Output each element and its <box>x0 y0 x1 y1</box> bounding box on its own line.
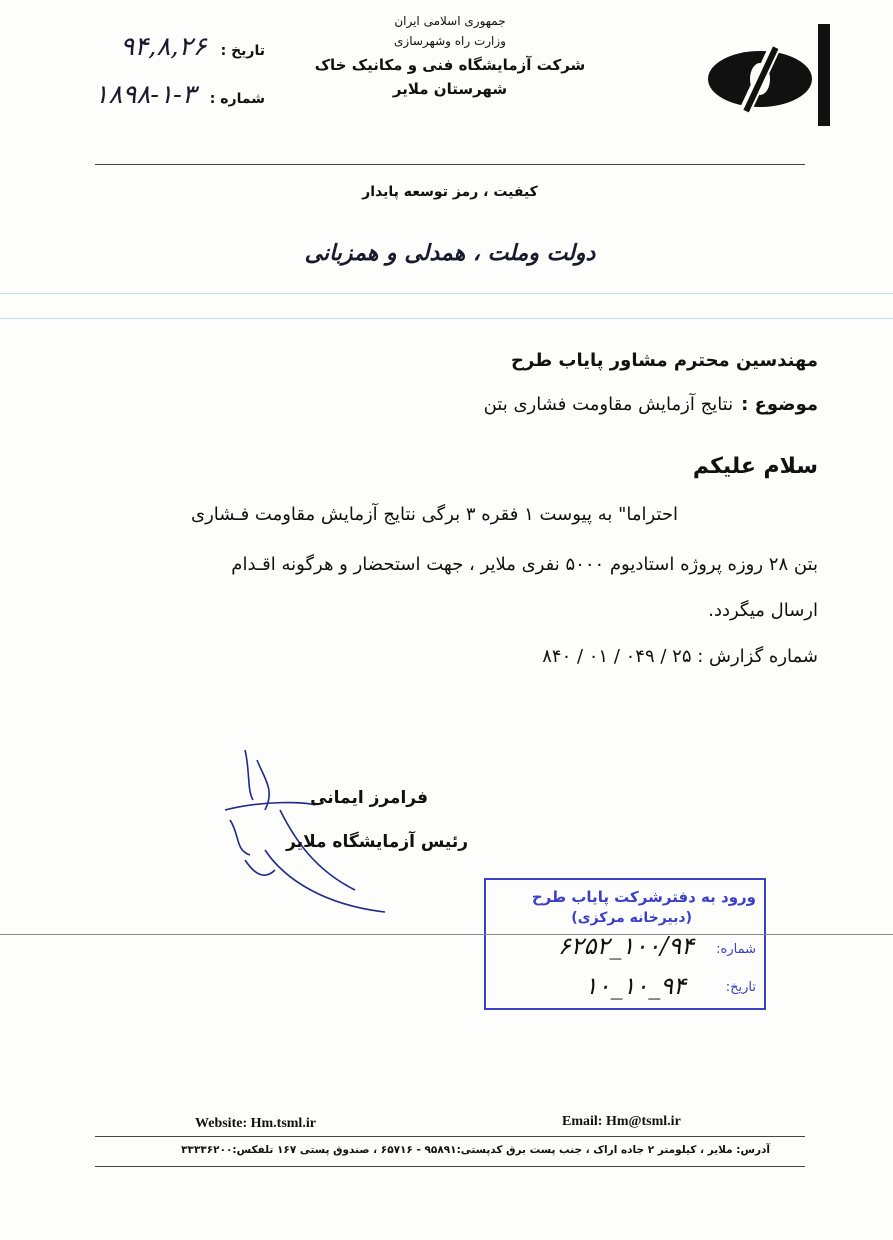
address: آدرس: ملایر ، کیلومتر ۲ جاده اراک ، جنب پست برق کدپستی:۹۵۸۹۱ - ۶۵۷۱۶ ، صندوق پستی ۱۶۷ تلفکس:۳۳۳۳۶۲۰۰ <box>181 1144 770 1156</box>
body-line-1: احتراما" به پیوست ۱ فقره ۳ برگی نتایج آزمایش مقاومت فـشاری <box>191 504 678 525</box>
website: Website: Hm.tsml.ir <box>195 1116 316 1131</box>
scan-line <box>0 934 893 935</box>
stamp-line-2: (دبیرخانه مرکزی) <box>571 910 692 926</box>
letter-body <box>78 504 818 686</box>
handwritten-signature <box>205 740 415 920</box>
subject-label: موضوع : <box>741 394 818 415</box>
footer-divider-top <box>95 1136 805 1137</box>
signer-title: رئیس آزمایشگاه ملایر <box>286 832 468 852</box>
company-logo <box>700 24 830 134</box>
greeting: سلام علیکم <box>692 454 818 479</box>
stamp-date-value: ۹۴_۱۰_۱۰ <box>584 972 686 1000</box>
header-divider <box>95 164 805 165</box>
stamp-number-label: شماره: <box>716 942 756 957</box>
email: Email: Hm@tsml.ir <box>562 1114 681 1129</box>
scan-line <box>0 293 893 294</box>
date-label: تاریخ : <box>220 43 265 59</box>
number-label: شماره : <box>209 91 265 107</box>
letterhead-center <box>300 10 600 98</box>
recipient: مهندسین محترم مشاور پایاب طرح <box>511 350 818 371</box>
body-line-3: ارسال میگردد. <box>708 600 818 621</box>
republic-label: جمهوری اسلامی ایران <box>394 14 506 28</box>
subject-text: نتایج آزمایش مقاومت فشاری بتن <box>483 394 734 415</box>
stamp-line-1: ورود به دفترشرکت پایاب طرح <box>531 888 756 906</box>
receipt-stamp <box>484 878 766 1010</box>
body-line-2: بتن ۲۸ روزه پروژه استادیوم ۵۰۰۰ نفری ملایر ، جهت استحضار و هرگونه اقـدام <box>231 554 818 575</box>
city-name: شهرستان ملایر <box>392 80 508 98</box>
quality-slogan: کیفیت ، رمز توسعه پایدار <box>362 184 538 200</box>
number-value: ۱۸۹۸-۱-۳ <box>94 80 196 110</box>
stamp-number-value: ۱۰۰/۹۴_۶۲۵۲ <box>557 932 694 960</box>
ministry-label: وزارت راه وشهرسازی <box>394 34 506 48</box>
company-name: شرکت آزمایشگاه فنی و مکانیک خاک <box>314 56 586 74</box>
calligraphy-slogan: دولت وملت ، همدلی و همزبانی <box>304 240 596 266</box>
subject-line <box>484 394 818 415</box>
signer-name: فرامرز ایمانی <box>310 788 428 808</box>
stamp-date-label: تاریخ: <box>725 980 756 995</box>
footer-divider-bottom <box>95 1166 805 1167</box>
report-number: شماره گزارش : ۲۵ / ۰۴۹ / ۰۱ / ۸۴۰ <box>542 646 818 667</box>
scan-line <box>0 318 893 319</box>
date-value: ۹۴,۸,۲۶ <box>120 32 207 62</box>
number-field <box>55 80 265 110</box>
date-field <box>55 32 265 62</box>
